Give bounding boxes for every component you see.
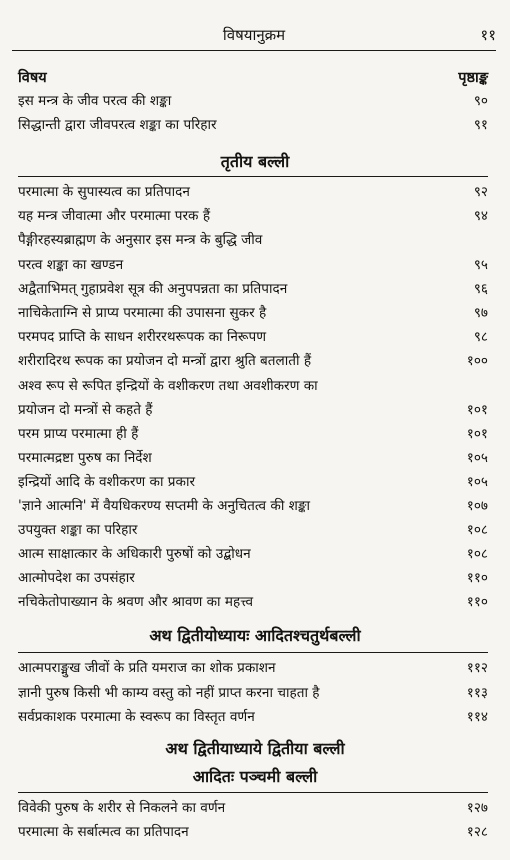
entry-title: सर्वप्रकाशक परमात्मा के स्वरूप का विस्तृत वर्णन <box>18 709 255 725</box>
entry-page: १०१ <box>466 426 488 442</box>
entry-title: प्रयोजन दो मन्त्रों से कहते हैं <box>18 402 153 418</box>
toc-entry <box>18 302 488 324</box>
entry-title: परमपद प्राप्ति के साधन शरीररथरूपक का निरूपण <box>18 329 267 345</box>
page-header <box>12 22 496 51</box>
toc-entry <box>18 229 488 251</box>
entry-title: पैङ्गीरहस्यब्राह्मण के अनुसार इस मन्त्र के बुद्धि जीव <box>18 232 263 248</box>
toc-entry <box>18 519 488 541</box>
entry-page: ९१ <box>473 117 488 133</box>
toc-entry <box>18 591 488 613</box>
entry-page: ११० <box>466 570 488 586</box>
toc-entry <box>18 375 488 397</box>
entry-page: ९८ <box>473 329 488 345</box>
entry-page: ९० <box>473 93 488 109</box>
entry-title: आत्मोपदेश का उपसंहार <box>18 570 135 586</box>
entry-title: ज्ञानी पुरुष किसी भी काम्य वस्तु को नहीं प्राप्त करना चाहता है <box>18 685 320 701</box>
entry-page: ९२ <box>473 184 488 200</box>
entry-page: ९४ <box>473 208 488 224</box>
toc-entry <box>18 567 488 589</box>
entry-page: ११२ <box>466 660 488 676</box>
toc-entry <box>18 114 488 136</box>
section-rule <box>18 176 488 177</box>
toc-entry <box>18 254 488 276</box>
toc-entry <box>18 447 488 469</box>
entry-title: परम प्राप्य परमात्मा ही हैं <box>18 426 139 442</box>
entry-title: नाचिकेताग्नि से प्राप्य परमात्मा की उपासना सुकर है <box>18 305 267 321</box>
entry-page: १०० <box>466 353 488 369</box>
toc-entry <box>18 706 488 728</box>
entry-title: परमात्मा के सुपास्यत्व का प्रतिपादन <box>18 184 190 200</box>
toc-entry <box>18 350 488 372</box>
toc-entry <box>18 278 488 300</box>
subject-heading: विषय <box>18 69 47 86</box>
entry-title: इस मन्त्र के जीव परत्व की शङ्का <box>18 93 172 109</box>
toc-entry <box>18 326 488 348</box>
page-heading: पृष्ठाङ्क <box>458 69 488 86</box>
section-heading: अथ द्वितीयाध्याये द्वितीया बल्ली <box>165 739 345 758</box>
entry-title: सिद्धान्ती द्वारा जीवपरत्व शङ्का का परिहार <box>18 117 217 133</box>
section-heading: तृतीय बल्ली <box>220 152 290 171</box>
page-number: ११ <box>480 26 496 44</box>
entry-title: शरीरादिरथ रूपक का प्रयोजन दो मन्त्रों द्वारा श्रुति बतलाती हैं <box>18 353 312 369</box>
toc-entry <box>18 205 488 227</box>
entry-title: परमात्मा के सर्बात्मत्व का प्रतिपादन <box>18 824 189 840</box>
section-rule <box>18 652 488 653</box>
entry-page: १०७ <box>466 498 488 514</box>
toc-entry <box>18 682 488 704</box>
toc-entry <box>18 543 488 565</box>
toc-entry <box>18 821 488 843</box>
entry-title: नचिकेतोपाख्यान के श्रवण और श्रावण का महत्त्व <box>18 594 254 610</box>
toc-entry <box>18 181 488 203</box>
toc-entry <box>18 399 488 421</box>
entry-title: परमात्मद्रष्टा पुरुष का निर्देश <box>18 450 152 466</box>
toc-entry <box>18 657 488 679</box>
toc-entry <box>18 471 488 493</box>
toc-entry <box>18 495 488 517</box>
entry-title: इन्द्रियों आदि के वशीकरण का प्रकार <box>18 474 196 490</box>
toc-entry <box>18 423 488 445</box>
entry-page: १२७ <box>466 800 488 816</box>
entry-page: १२८ <box>466 824 488 840</box>
running-title: विषयानुक्रम <box>222 26 286 44</box>
entry-page: १०१ <box>466 402 488 418</box>
entry-page: ११३ <box>466 685 488 701</box>
entry-page: ११४ <box>466 709 488 725</box>
entry-title: परत्व शङ्का का खण्डन <box>18 257 124 273</box>
entry-title: 'ज्ञाने आत्मनि' में वैयधिकरण्य सप्तमी के अनुचितत्व की शङ्का <box>18 498 311 514</box>
entry-page: १०५ <box>466 474 488 490</box>
section-heading: अथ द्वितीयोध्यायः आदितश्चतुर्थबल्ली <box>149 626 361 645</box>
entry-page: १०८ <box>466 522 488 538</box>
entry-title: अद्वैताभिमत् गुहाप्रवेश सूत्र की अनुपपन्नता का प्रतिपादन <box>18 281 288 297</box>
toc-entry <box>18 797 488 819</box>
section-rule <box>18 792 488 793</box>
entry-title: यह मन्त्र जीवात्मा और परमात्मा परक हैं <box>18 208 211 224</box>
entry-page: ९७ <box>473 305 488 321</box>
entry-title: विवेकी पुरुष के शरीर से निकलने का वर्णन <box>18 800 226 816</box>
entry-page: १०५ <box>466 450 488 466</box>
entry-title: आत्म साक्षात्कार के अधिकारी पुरुषों को उद्बोधन <box>18 546 251 562</box>
entry-page: ९६ <box>473 281 488 297</box>
entry-page: १०८ <box>466 546 488 562</box>
column-headings <box>18 67 488 89</box>
entry-page: ९५ <box>473 257 488 273</box>
section-subheading: आदितः पञ्चमी बल्ली <box>192 767 318 786</box>
toc-entry <box>18 90 488 112</box>
entry-title: उपयुक्त शङ्का का परिहार <box>18 522 138 538</box>
entry-page: ११० <box>466 594 488 610</box>
entry-title: अश्व रूप से रूपित इन्द्रियों के वशीकरण तथा अवशीकरण का <box>18 378 318 394</box>
entry-title: आत्मपराङ्मुख जीवों के प्रति यमराज का शोक प्रकाशन <box>18 660 276 676</box>
